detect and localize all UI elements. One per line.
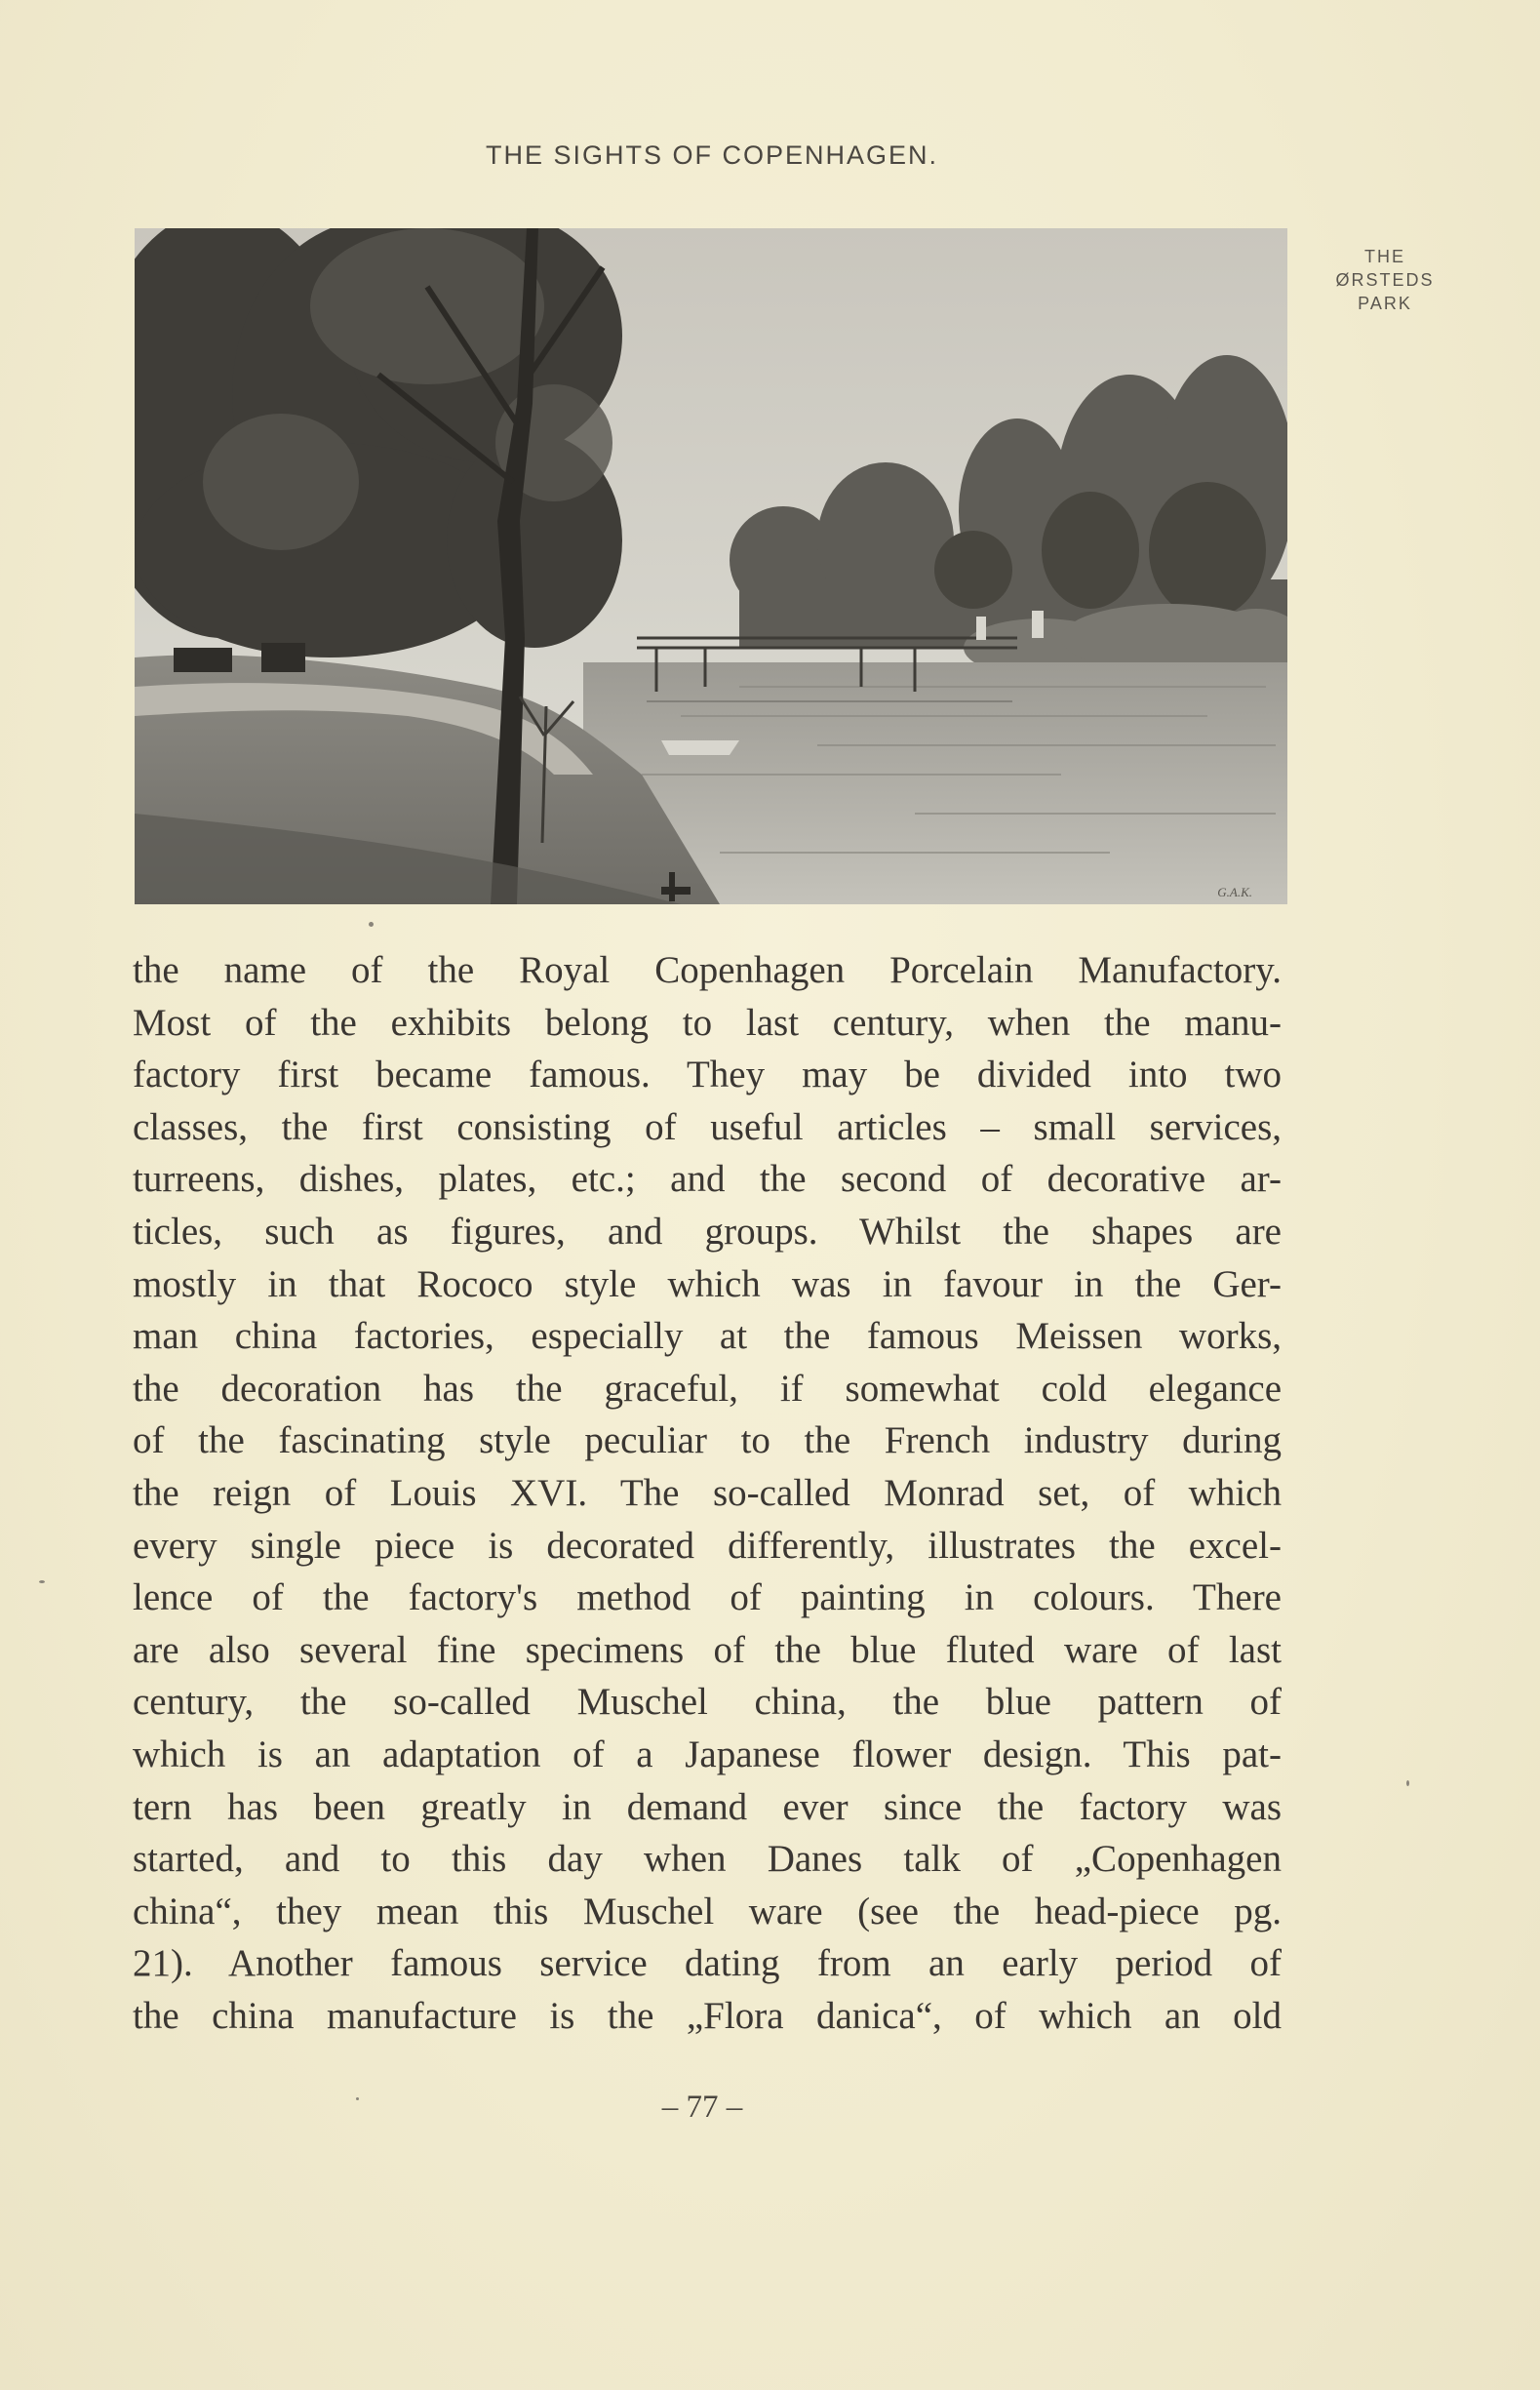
body-text <box>133 944 1282 2042</box>
text-line: century, the so-called Muschel china, the blue pattern of <box>133 1681 1282 1724</box>
text-line: the name of the Royal Copenhagen Porcelain Manufactory. <box>133 949 1282 991</box>
text-line: lence of the factory's method of painting in colours. There <box>133 1576 1282 1619</box>
text-line: factory first became famous. They may be divided into two <box>133 1054 1282 1096</box>
text-line: started, and to this day when Danes talk of „Copenhagen <box>133 1838 1282 1881</box>
text-line: the china manufacture is the „Flora danica“, of which an old <box>133 1994 1282 2037</box>
paper-speck <box>1406 1780 1409 1786</box>
margin-note-line-1: THE <box>1364 247 1405 266</box>
text-line: man china factories, especially at the famous Meissen works, <box>133 1315 1282 1358</box>
text-line: the reign of Louis XVI. The so-called Monrad set, of which <box>133 1471 1282 1514</box>
text-line: of the fascinating style peculiar to the French industry during <box>133 1419 1282 1462</box>
text-line: Most of the exhibits belong to last century, when the manu- <box>133 1001 1282 1044</box>
text-line: mostly in that Rococo style which was in favour in the Ger- <box>133 1262 1282 1305</box>
text-line: which is an adaptation of a Japanese flower design. This pat- <box>133 1733 1282 1775</box>
photo-plate <box>135 228 1287 904</box>
text-line: are also several fine specimens of the blue fluted ware of last <box>133 1628 1282 1671</box>
running-head: THE SIGHTS OF COPENHAGEN. <box>485 140 939 170</box>
engraver-mark: G.A.K. <box>1217 885 1252 899</box>
margin-note-line-2: ØRSTEDS <box>1335 269 1435 290</box>
text-line: turreens, dishes, plates, etc.; and the second of decorative ar- <box>133 1158 1282 1201</box>
text-line: tern has been greatly in demand ever since the factory was <box>133 1785 1282 1828</box>
text-line: classes, the first consisting of useful articles – small services, <box>133 1105 1282 1148</box>
text-line: every single piece is decorated differently, illustrates the excel- <box>133 1524 1282 1567</box>
text-line: 21). Another famous service dating from an early period of <box>133 1942 1282 1985</box>
park-lake-illustration <box>135 228 1287 904</box>
page-number: – 77 – <box>661 2090 743 2125</box>
paper-speck <box>39 1580 45 1583</box>
paper-speck <box>369 922 374 927</box>
paper-speck <box>356 2097 359 2100</box>
text-line: ticles, such as figures, and groups. Whilst the shapes are <box>133 1210 1282 1253</box>
margin-note-line-3: PARK <box>1358 293 1412 313</box>
text-line: china“, they mean this Muschel ware (see the head-piece pg. <box>133 1890 1282 1932</box>
margin-note <box>1312 246 1458 316</box>
text-line: the decoration has the graceful, if somewhat cold elegance <box>133 1367 1282 1410</box>
